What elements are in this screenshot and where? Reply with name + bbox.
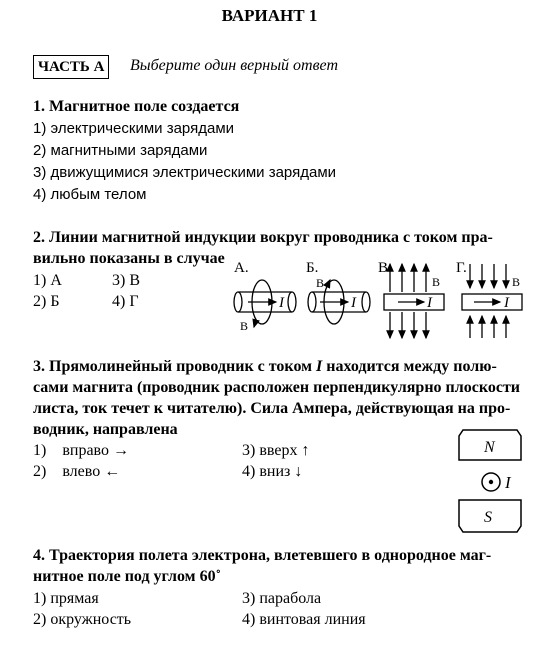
q4-option-4: 4) винтовая линия xyxy=(242,611,366,628)
figure-a xyxy=(234,260,296,333)
q2-option-2: 2) Б xyxy=(33,293,60,310)
q1-option-3: 3) движущимися электрическими зарядами xyxy=(33,164,337,181)
q2-figures xyxy=(228,254,528,342)
figure-g xyxy=(456,260,522,338)
figure-g-current: I xyxy=(504,295,509,311)
q4-option-1: 1) прямая xyxy=(33,590,99,607)
q4-option-3: 3) парабола xyxy=(242,590,322,607)
magnet-current: I xyxy=(505,473,511,492)
figure-b-b: B xyxy=(316,276,325,290)
q1-option-2: 2) магнитными зарядами xyxy=(33,142,208,159)
page-title: ВАРИАНТ 1 xyxy=(221,6,318,25)
figure-a-b: B xyxy=(240,319,249,333)
figure-g-label: Г. xyxy=(456,260,467,276)
magnet-south: S xyxy=(484,509,492,526)
figure-v-current: I xyxy=(427,295,432,311)
figure-g-b: B xyxy=(512,275,521,289)
q3-title-line4: водник, направлена xyxy=(33,421,178,438)
q2-title-line2: вильно показаны в случае xyxy=(33,250,225,267)
q4-title-line1: 4. Траектория полета электрона, влетевшего в однородное маг- xyxy=(33,547,492,564)
magnet-north: N xyxy=(484,439,495,456)
figure-a-current: I xyxy=(279,295,284,311)
q3-title-line1: 3. Прямолинейный проводник с током I находится между полю- xyxy=(33,358,497,375)
q3-title-line2: сами магнита (проводник расположен перпендикулярно плоскости xyxy=(33,379,521,396)
figure-a-label: А. xyxy=(234,260,249,276)
figure-b xyxy=(306,260,370,324)
figure-v-b: B xyxy=(432,275,441,289)
figure-v xyxy=(378,260,444,338)
q2-title-line1: 2. Линии магнитной индукции вокруг проводника с током пра- xyxy=(33,229,493,246)
figure-b-label: Б. xyxy=(306,260,319,276)
q3-option-4: 4) вниз ↓ xyxy=(242,463,303,480)
figure-v-label: В. xyxy=(378,260,392,276)
q4-option-2: 2) окружность xyxy=(33,611,132,628)
q1-title: 1. Магнитное поле создается xyxy=(33,98,240,115)
q2-option-1: 1) А xyxy=(33,272,62,289)
figure-b-current: I xyxy=(351,295,356,311)
magnet-figure xyxy=(455,428,525,538)
q3-option-3: 3) вверх ↑ xyxy=(242,442,310,459)
part-label: ЧАСТЬ А xyxy=(33,55,109,79)
part-instruction: Выберите один верный ответ xyxy=(130,57,338,74)
q1-option-1: 1) электрическими зарядами xyxy=(33,120,235,137)
q2-option-4: 4) Г xyxy=(112,293,139,310)
q3-title-line3: листа, ток течет к читателю). Сила Ампера, действующая на про- xyxy=(33,400,511,417)
q3-option-1: 1) вправо → xyxy=(33,442,129,459)
q3-option-2: 2) влево ← xyxy=(33,463,121,480)
q1-option-4: 4) любым телом xyxy=(33,186,147,203)
q2-option-3: 3) В xyxy=(112,272,140,289)
q4-title-line2: нитное поле под углом 60˚ xyxy=(33,568,221,585)
